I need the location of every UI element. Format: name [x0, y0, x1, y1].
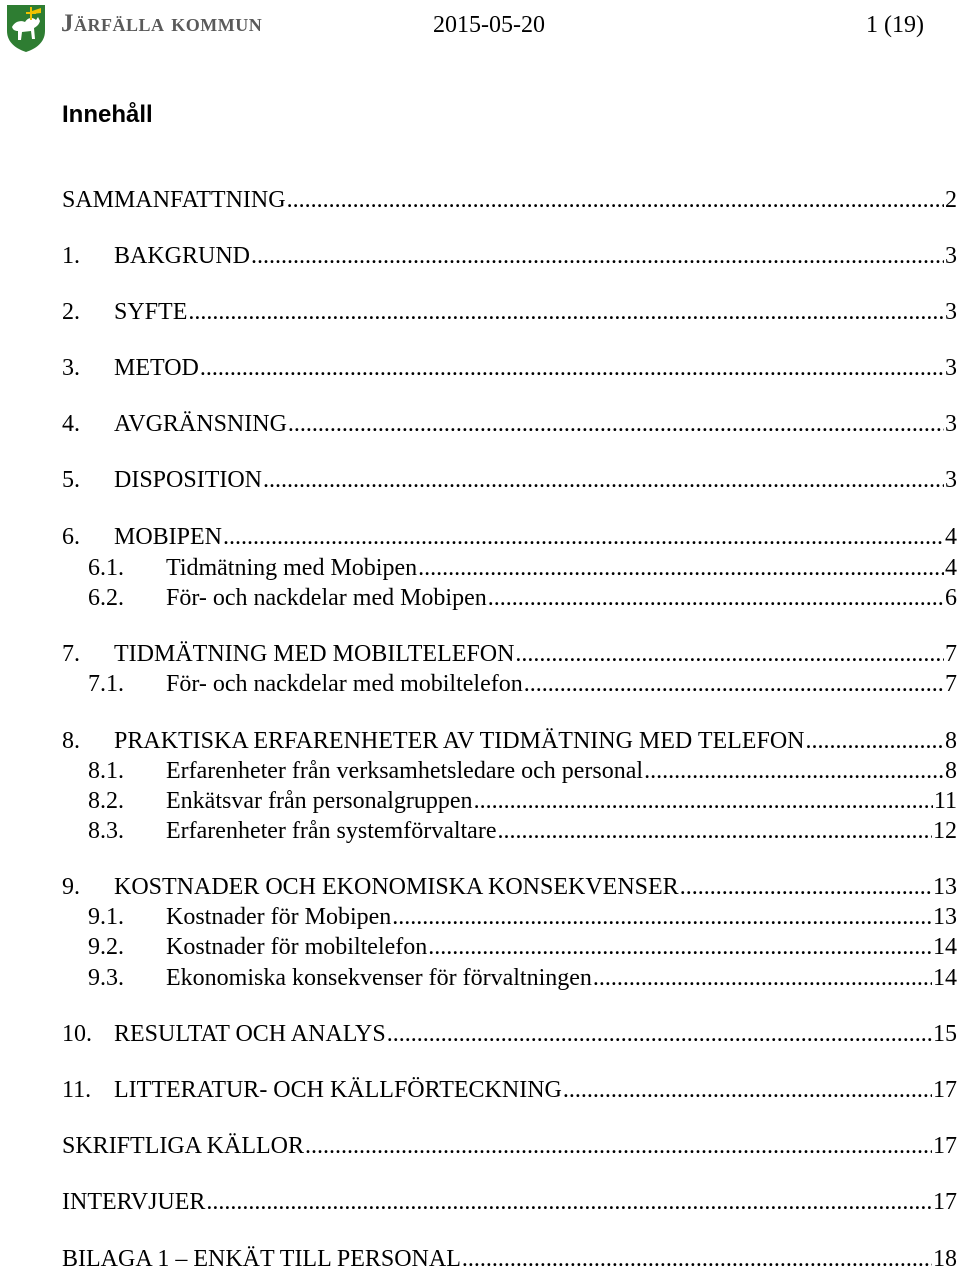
toc-dot-leader	[251, 242, 944, 270]
toc-dot-leader	[805, 727, 944, 755]
toc-dot-leader	[428, 933, 932, 961]
toc-entry-page: 3	[945, 243, 957, 269]
toc-entry[interactable]	[0, 785, 960, 815]
toc-entry-number: 11.	[62, 1077, 92, 1103]
toc-dot-leader	[305, 1132, 932, 1160]
toc-entry-number: 6.1.	[88, 555, 124, 581]
toc-entry[interactable]	[0, 582, 960, 612]
toc-dot-leader	[488, 584, 944, 612]
toc-entry-page: 3	[945, 299, 957, 325]
toc-entry-page: 3	[945, 355, 957, 381]
toc-dot-leader	[497, 817, 932, 845]
toc-entry-title: För- och nackdelar med Mobipen	[166, 585, 487, 611]
toc-entry[interactable]	[0, 815, 960, 845]
toc-entry[interactable]	[0, 901, 960, 931]
toc-entry-title: Kostnader för mobiltelefon	[166, 934, 428, 960]
toc-entry-page: 14	[933, 965, 957, 991]
toc-entry-title: INTERVJUER	[62, 1189, 206, 1215]
toc-dot-leader	[680, 873, 932, 901]
toc-entry[interactable]	[0, 962, 960, 992]
toc-entry-title: METOD	[114, 355, 199, 381]
toc-entry-page: 11	[933, 788, 957, 814]
toc-entry-title: PRAKTISKA ERFARENHETER AV TIDMÄTNING MED TELEFON	[114, 728, 805, 754]
toc-entry-page: 7	[945, 671, 957, 697]
toc-entry-title: Erfarenheter från systemförvaltare	[166, 818, 497, 844]
toc-entry-page: 14	[933, 934, 957, 960]
toc-entry-number: 7.1.	[88, 671, 124, 697]
toc-entry-title: MOBIPEN	[114, 524, 223, 550]
toc-entry[interactable]	[0, 638, 960, 668]
toc-entry[interactable]	[0, 408, 960, 438]
toc-entry-title: SYFTE	[114, 299, 188, 325]
toc-entry[interactable]	[0, 296, 960, 326]
toc-entry[interactable]	[0, 755, 960, 785]
toc-entry-page: 4	[945, 555, 957, 581]
toc-dot-leader	[200, 354, 944, 382]
toc-entry[interactable]	[0, 1243, 960, 1273]
toc-entry[interactable]	[0, 352, 960, 382]
toc-entry-page: 7	[945, 641, 957, 667]
toc-dot-leader	[644, 757, 944, 785]
toc-entry[interactable]	[0, 1186, 960, 1216]
toc-entry-title: Enkätsvar från personalgruppen	[166, 788, 473, 814]
toc-dot-leader	[387, 1020, 932, 1048]
toc-dot-leader	[392, 903, 932, 931]
toc-entry-title: AVGRÄNSNING	[114, 411, 287, 437]
toc-entry-title: KOSTNADER OCH EKONOMISKA KONSEKVENSER	[114, 874, 679, 900]
toc-entry-page: 13	[933, 874, 957, 900]
toc-entry-title: LITTERATUR- OCH KÄLLFÖRTECKNING	[114, 1077, 562, 1103]
toc-entry-page: 8	[945, 758, 957, 784]
toc-entry-title: Ekonomiska konsekvenser för förvaltningen	[166, 965, 592, 991]
toc-entry-number: 9.2.	[88, 934, 124, 960]
toc-entry[interactable]	[0, 552, 960, 582]
toc-entry-number: 2.	[62, 299, 80, 325]
toc-dot-leader	[263, 466, 944, 494]
toc-dot-leader	[593, 964, 932, 992]
toc-entry-number: 4.	[62, 411, 80, 437]
toc-entry-page: 17	[933, 1189, 957, 1215]
toc-heading: Innehåll	[62, 101, 153, 128]
toc-entry-page: 13	[933, 904, 957, 930]
toc-entry-page: 3	[945, 411, 957, 437]
toc-entry-number: 5.	[62, 467, 80, 493]
toc-entry-number: 1.	[62, 243, 80, 269]
toc-entry-title: Erfarenheter från verksamhetsledare och personal	[166, 758, 644, 784]
toc-entry-number: 7.	[62, 641, 80, 667]
toc-entry-title: BAKGRUND	[114, 243, 251, 269]
toc-dot-leader	[188, 298, 944, 326]
toc-dot-leader	[418, 554, 944, 582]
toc-entry-number: 8.1.	[88, 758, 124, 784]
toc-entry-number: 6.	[62, 524, 80, 550]
toc-entry[interactable]	[0, 184, 960, 214]
toc-dot-leader	[515, 640, 944, 668]
toc-entry-title: SKRIFTLIGA KÄLLOR	[62, 1133, 305, 1159]
toc-entry-number: 3.	[62, 355, 80, 381]
toc-entry[interactable]	[0, 725, 960, 755]
toc-entry[interactable]	[0, 871, 960, 901]
toc-dot-leader	[462, 1245, 932, 1273]
toc-entry[interactable]	[0, 1018, 960, 1048]
toc-entry-title: DISPOSITION	[114, 467, 263, 493]
toc-entry-page: 4	[945, 524, 957, 550]
document-date: 2015-05-20	[433, 12, 545, 38]
toc-entry-page: 8	[945, 728, 957, 754]
toc-dot-leader	[206, 1188, 932, 1216]
toc-entry-page: 17	[933, 1077, 957, 1103]
toc-entry-page: 12	[933, 818, 957, 844]
toc-entry[interactable]	[0, 668, 960, 698]
toc-entry-title: TIDMÄTNING MED MOBILTELEFON	[114, 641, 515, 667]
toc-dot-leader	[474, 787, 933, 815]
toc-entry-number: 10.	[62, 1021, 92, 1047]
toc-entry-page: 17	[933, 1133, 957, 1159]
toc-dot-leader	[288, 410, 944, 438]
toc-entry-page: 6	[945, 585, 957, 611]
toc-entry[interactable]	[0, 240, 960, 270]
toc-entry-number: 9.3.	[88, 965, 124, 991]
toc-entry[interactable]	[0, 521, 960, 551]
toc-dot-leader	[223, 523, 944, 551]
toc-entry[interactable]	[0, 931, 960, 961]
toc-entry-number: 9.1.	[88, 904, 124, 930]
toc-entry-number: 8.3.	[88, 818, 124, 844]
toc-entry-number: 8.	[62, 728, 80, 754]
toc-entry-number: 8.2.	[88, 788, 124, 814]
organization-name: Järfälla kommun	[61, 10, 263, 37]
toc-dot-leader	[524, 670, 944, 698]
toc-dot-leader	[563, 1076, 932, 1104]
toc-entry-number: 9.	[62, 874, 80, 900]
toc-entry-title: RESULTAT OCH ANALYS	[114, 1021, 386, 1047]
page-number: 1 (19)	[866, 12, 924, 38]
toc-entry-title: Tidmätning med Mobipen	[166, 555, 418, 581]
toc-entry-page: 18	[933, 1246, 957, 1272]
toc-entry-number: 6.2.	[88, 585, 124, 611]
toc-entry[interactable]	[0, 1130, 960, 1160]
toc-entry[interactable]	[0, 1074, 960, 1104]
toc-entry-title: För- och nackdelar med mobiltelefon	[166, 671, 523, 697]
toc-entry[interactable]	[0, 464, 960, 494]
toc-entry-title: BILAGA 1 – ENKÄT TILL PERSONAL	[62, 1246, 461, 1272]
toc-entry-page: 3	[945, 467, 957, 493]
toc-entry-title: SAMMANFATTNING	[62, 187, 286, 213]
toc-entry-page: 2	[945, 187, 957, 213]
toc-entry-page: 15	[933, 1021, 957, 1047]
toc-dot-leader	[287, 186, 944, 214]
toc-entry-title: Kostnader för Mobipen	[166, 904, 392, 930]
